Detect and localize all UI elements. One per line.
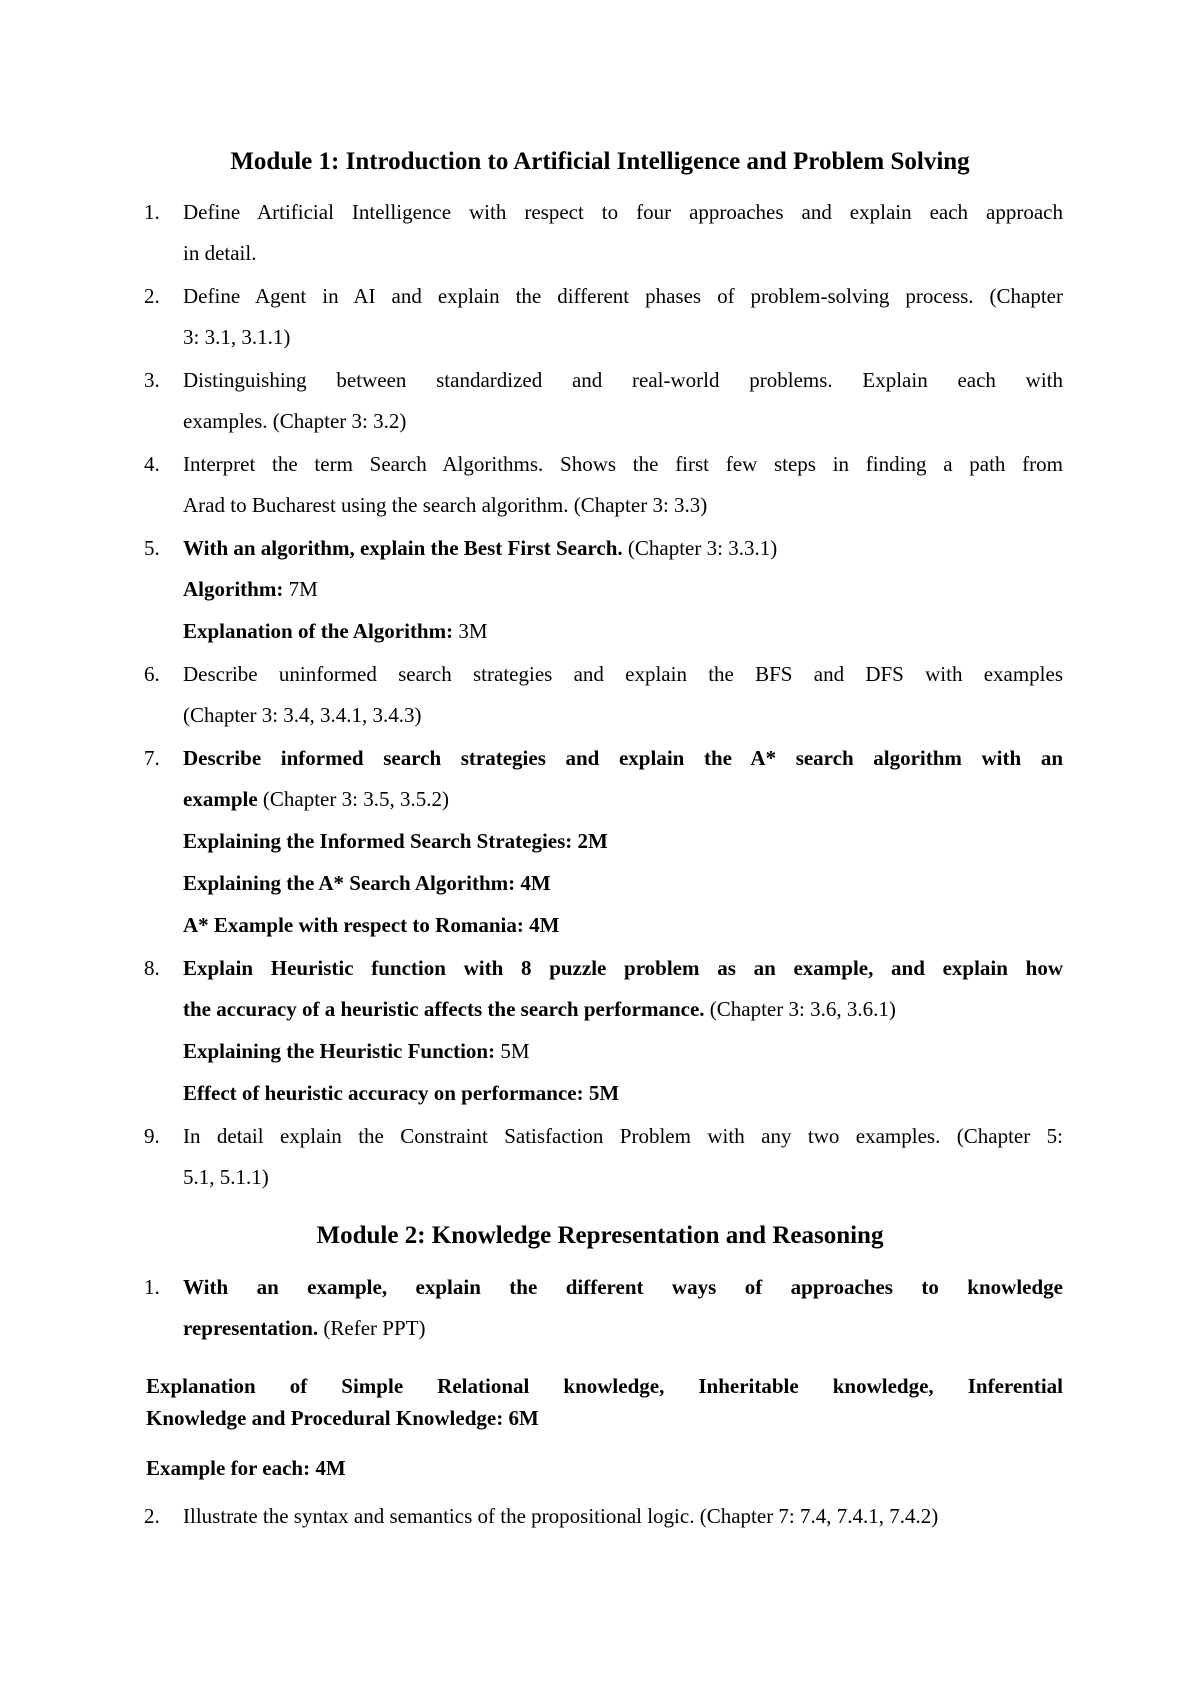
- module-2-question-2-line-1: Illustrate the syntax and semantics of the propositional logic. (Chapter 7: 7.4, 7.4.1, 7.4.2): [183, 1504, 939, 1528]
- question-number: 1.: [144, 1275, 160, 1299]
- question-number: 9.: [144, 1124, 160, 1148]
- module-1-title: Module 1: Introduction to Artificial Intelligence and Problem Solving: [230, 148, 970, 175]
- question-number: 3.: [144, 368, 160, 392]
- question-6-line-1: Describe uninformed search strategies and explain the BFS and DFS with examples: [183, 662, 1063, 686]
- question-number: 8.: [144, 956, 160, 980]
- marks-value: 5M: [495, 1039, 530, 1063]
- question-2-line-2: 3: 3.1, 3.1.1): [183, 325, 291, 349]
- question-4-line-1: Interpret the term Search Algorithms. Shows the first few steps in finding a path from: [183, 452, 1063, 476]
- question-2-line-1: Define Agent in AI and explain the different phases of problem-solving process. (Chapter: [183, 284, 1063, 308]
- question-number: 2.: [144, 284, 160, 308]
- question-9-line-2: 5.1, 5.1.1): [183, 1165, 269, 1189]
- question-5-marks-1: [183, 577, 1063, 602]
- question-number: 6.: [144, 662, 160, 686]
- marks-label: Algorithm:: [183, 577, 284, 601]
- question-5-marks-2: [183, 619, 1063, 644]
- question-8-text: the accuracy of a heuristic affects the search performance.: [183, 997, 705, 1021]
- question-4-line-2: Arad to Bucharest using the search algorithm. (Chapter 3: 3.3): [183, 493, 708, 517]
- question-8-reference: (Chapter 3: 3.6, 3.6.1): [704, 997, 896, 1021]
- question-5-line-1: [183, 536, 1063, 561]
- module-2-question-1-reference: (Refer PPT): [318, 1316, 426, 1340]
- question-number: 5.: [144, 536, 160, 560]
- module-2-question-1-marks-1-line-2: Knowledge and Procedural Knowledge: 6M: [146, 1406, 539, 1430]
- question-7-marks-1: Explaining the Informed Search Strategies: 2M: [183, 829, 608, 853]
- question-8-marks-2: Effect of heuristic accuracy on performance: 5M: [183, 1081, 620, 1105]
- question-1-line-2: in detail.: [183, 241, 257, 265]
- question-8-line-1: Explain Heuristic function with 8 puzzle problem as an example, and explain how: [183, 956, 1063, 980]
- module-2-question-1-line-1: With an example, explain the different ways of approaches to knowledge: [183, 1275, 1063, 1299]
- question-3-line-2: examples. (Chapter 3: 3.2): [183, 409, 407, 433]
- question-7-marks-3: A* Example with respect to Romania: 4M: [183, 913, 560, 937]
- marks-label: Explaining the Heuristic Function:: [183, 1039, 496, 1063]
- question-5-text: With an algorithm, explain the Best First Search.: [183, 536, 623, 560]
- marks-value: 3M: [453, 619, 488, 643]
- module-2-question-1-marks-2: Example for each: 4M: [146, 1456, 346, 1480]
- question-7-text: example: [183, 787, 258, 811]
- module-2-title: Module 2: Knowledge Representation and Reasoning: [316, 1222, 884, 1249]
- question-6-line-2: (Chapter 3: 3.4, 3.4.1, 3.4.3): [183, 703, 422, 727]
- module-2-question-1-marks-1-line-1: Explanation of Simple Relational knowledge, Inheritable knowledge, Inferential: [146, 1374, 1063, 1398]
- question-1-line-1: Define Artificial Intelligence with respect to four approaches and explain each approach: [183, 200, 1063, 224]
- question-3-line-1: Distinguishing between standardized and real-world problems. Explain each with: [183, 368, 1063, 392]
- question-9-line-1: In detail explain the Constraint Satisfaction Problem with any two examples. (Chapter 5:: [183, 1124, 1063, 1148]
- module-2-question-1-text: representation.: [183, 1316, 319, 1340]
- question-7-marks-2: Explaining the A* Search Algorithm: 4M: [183, 871, 551, 895]
- question-7-line-1: Describe informed search strategies and explain the A* search algorithm with an: [183, 746, 1063, 770]
- question-8-marks-1: [183, 1039, 1063, 1064]
- marks-value: 7M: [283, 577, 318, 601]
- question-7-reference: (Chapter 3: 3.5, 3.5.2): [257, 787, 449, 811]
- question-number: 7.: [144, 746, 160, 770]
- question-5-reference: (Chapter 3: 3.3.1): [622, 536, 778, 560]
- question-8-line-2: [183, 997, 1063, 1022]
- marks-label: Explanation of the Algorithm:: [183, 619, 454, 643]
- question-number: 4.: [144, 452, 160, 476]
- module-2-question-1-line-2: [183, 1316, 1063, 1341]
- question-number: 2.: [144, 1504, 160, 1528]
- question-7-line-2: [183, 787, 1063, 812]
- question-number: 1.: [144, 200, 160, 224]
